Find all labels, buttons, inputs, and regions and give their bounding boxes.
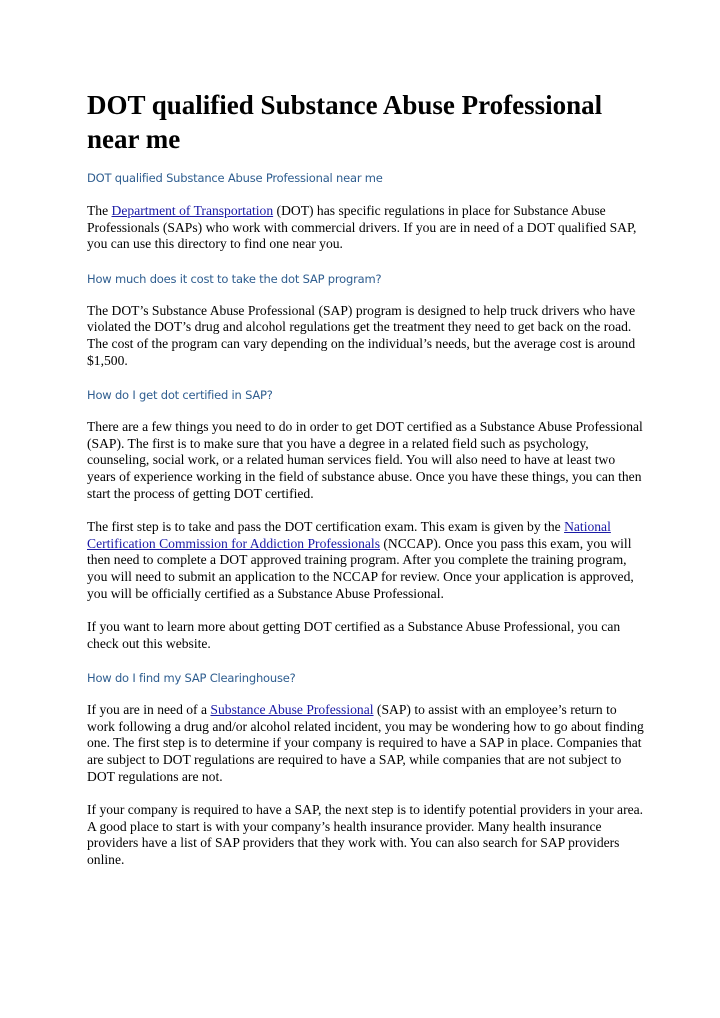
providers-paragraph: If your company is required to have a SAP, the next step is to identify potential providers in your area. A good place to start is with your company’s health insurance provider. Many health insurance providers have a list of SAP providers that they work with. You can also search for SAP providers online. (87, 802, 644, 868)
certification-requirements-paragraph: There are a few things you need to do in order to get DOT certified as a Substance Abuse Professional (SAP). The first is to make sure that you have a degree in a related field such as psychology, counseling, social work, or a related human services field. You will also need to have at least two years of experience working in the field of substance abuse. Once you have these things, you can then start the process of getting DOT certified. (87, 419, 643, 501)
exam-text-before: The first step is to take and pass the DOT certification exam. This exam is given by the (87, 519, 565, 535)
nccap-link[interactable]: National Certification Commission for Addiction Professionals (87, 519, 611, 551)
certification-exam-paragraph (87, 519, 647, 602)
heading-cost: How much does it cost to take the dot SAP program? (87, 271, 382, 286)
exam-text-after: (NCCAP). Once you pass this exam, you will then need to complete a DOT approved training program. After you complete the training program, you will need to submit an application to the NCCAP for review. Once your application is approved, you will be officially certified as a Substance Abuse Professional. (87, 535, 634, 601)
intro-text-after: (DOT) has specific regulations in place for Substance Abuse Professionals (SAPs) who work with commercial drivers. If you are in need of a DOT qualified SAP, you can use this directory to find one near you. (87, 203, 637, 252)
department-of-transportation-link[interactable]: Department of Transportation (111, 203, 274, 218)
substance-abuse-professional-link[interactable]: Substance Abuse Professional (210, 702, 374, 718)
cost-paragraph: The DOT’s Substance Abuse Professional (SAP) program is designed to help truck drivers who have violated the DOT’s drug and alcohol regulations get the treatment they need to get back on the road. The cost of the program can vary depending on the individual’s needs, but the average cost is around $1,500. (87, 302, 636, 368)
learn-more-paragraph: If you want to learn more about getting DOT certified as a Substance Abuse Professional, you can check out this website. (87, 619, 621, 651)
find-sap-paragraph (87, 702, 647, 785)
find-sap-text-after: (SAP) to assist with an employee’s return to work following a drug and/or alcohol related incident, you may be wondering how to go about finding one. The first step is to determine if your company is required to have a SAP in place. Companies that are subject to DOT regulations are required to have a SAP, while companies that are not subject to DOT regulations are not. (87, 702, 644, 784)
document-page (87, 88, 647, 886)
subtitle: DOT qualified Substance Abuse Professional near me (87, 171, 383, 185)
heading-clearinghouse: How do I find my SAP Clearinghouse? (87, 671, 296, 686)
find-sap-text-before: If you are in need of a (87, 702, 211, 718)
page-title: DOT qualified Substance Abuse Professional near me (87, 90, 603, 154)
intro-text-before: The (87, 203, 112, 218)
heading-certified: How do I get dot certified in SAP? (87, 388, 273, 403)
intro-paragraph (87, 203, 647, 253)
